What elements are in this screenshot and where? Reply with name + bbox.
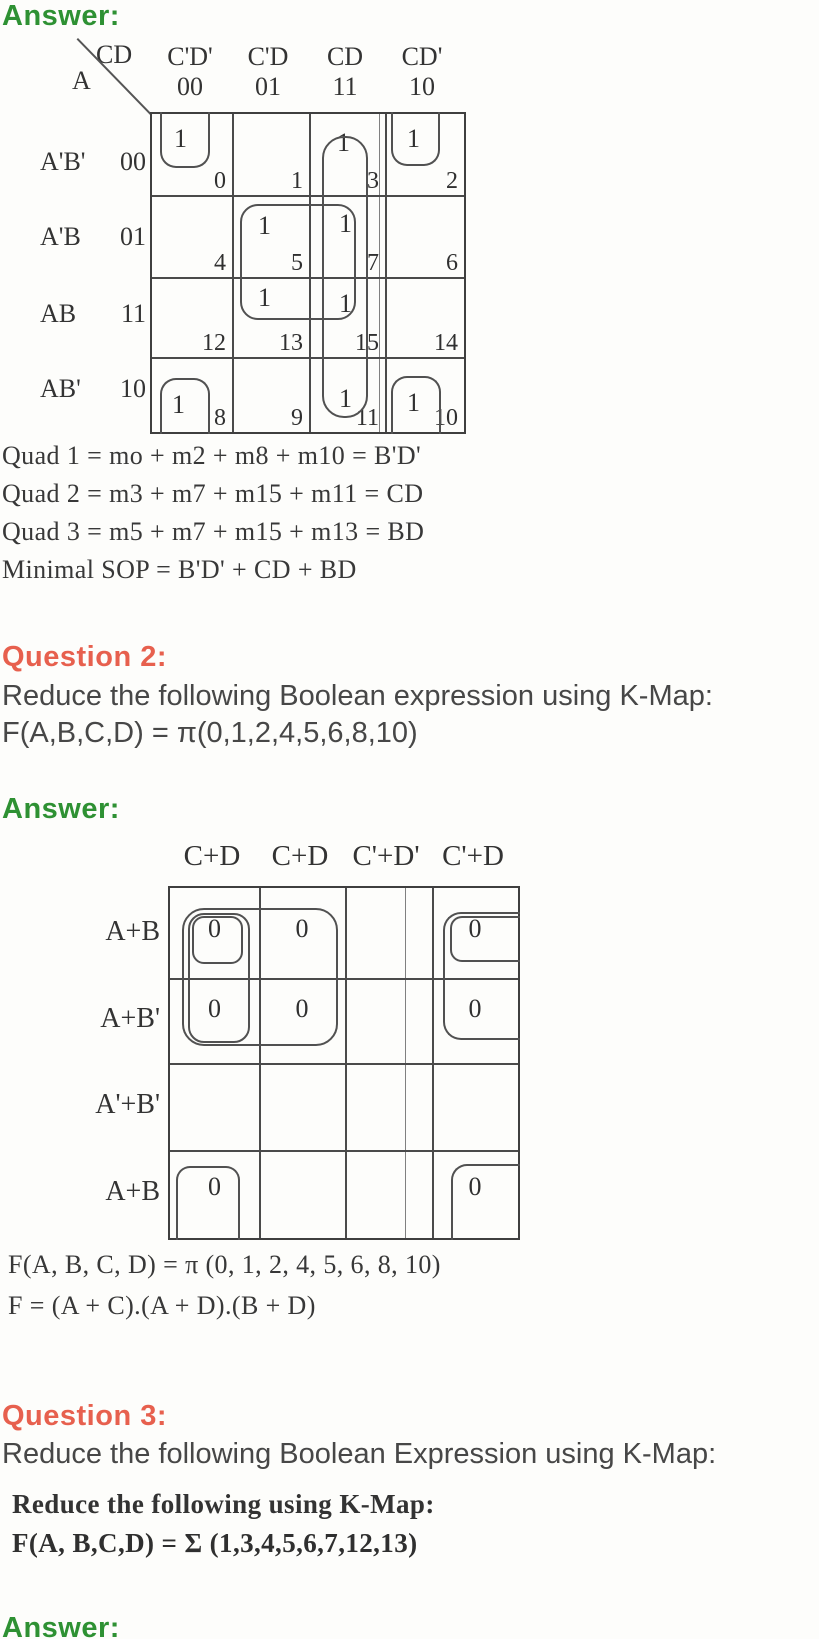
kmap2-row-header-2: A'+B' <box>95 1089 160 1120</box>
cell-index: 11 <box>355 405 379 431</box>
kmap1-cell-m9 <box>232 357 309 432</box>
question3-expression: F(A, B,C,D) = Σ (1,3,4,5,6,7,12,13) <box>12 1528 418 1558</box>
row-bits: 00 <box>120 147 146 176</box>
answer1-heading: Answer: <box>2 0 120 32</box>
cell-value: 0 <box>208 914 221 943</box>
kmap1-group-corner-m10 <box>391 376 441 434</box>
col-bits: 01 <box>255 72 281 101</box>
kmap1-corner-a-label: A <box>72 66 91 95</box>
kmap2-row-header-1: A+B' <box>100 1003 160 1034</box>
kmap2-cell-r0c2 <box>345 888 432 978</box>
kmap2-col-header-3: C'+D <box>442 840 504 872</box>
col-expr: CD <box>326 42 364 71</box>
kmap2-row-header-0: A+B <box>105 916 160 947</box>
cell-value: 1 <box>339 209 352 238</box>
kmap2-group-cell-r3c3 <box>451 1164 520 1240</box>
cell-index: 13 <box>279 330 303 356</box>
kmap2-cell-r2c3 <box>432 1063 518 1150</box>
cell-value: 1 <box>407 124 420 153</box>
kmap1-col-header-3 <box>377 42 467 102</box>
kmap2-cell-r1c2 <box>345 978 432 1063</box>
kmap1-cell-m6 <box>385 195 464 277</box>
cell-value: 0 <box>208 994 221 1023</box>
row-bits: 10 <box>120 374 146 403</box>
cell-value: 1 <box>407 388 420 417</box>
kmap2-group-cell-r0c3 <box>450 916 520 962</box>
kmap1-group-corner-m8 <box>160 378 210 434</box>
kmap1-row-header-2 <box>40 299 146 329</box>
kmap1-group-corner-m0 <box>160 112 210 168</box>
kmap1-cell-m1 <box>232 114 309 195</box>
kmap1-group-bd-square <box>240 204 356 320</box>
cell-value: 1 <box>258 283 271 312</box>
minimal-sop-line: Minimal SOP = B'D' + CD + BD <box>2 555 357 584</box>
cell-value: 1 <box>339 384 352 413</box>
col-expr: CD' <box>401 42 443 71</box>
question3-prompt: Reduce the following Boolean Expression using K-Map: <box>2 1438 717 1470</box>
quad3-line: Quad 3 = m5 + m7 + m15 + m13 = BD <box>2 517 425 546</box>
kmap1-grid <box>150 112 466 434</box>
cell-index: 12 <box>202 330 226 356</box>
kmap2-cell-r3c1 <box>259 1150 345 1237</box>
quad1-line: Quad 1 = mo + m2 + m8 + m10 = B'D' <box>2 441 422 470</box>
answer2-heading: Answer: <box>2 793 120 825</box>
cell-value: 0 <box>208 1172 221 1201</box>
cell-index: 3 <box>367 168 379 194</box>
cell-index: 8 <box>214 405 226 431</box>
cell-index: 2 <box>446 168 458 194</box>
kmap2-cell-r2c1 <box>259 1063 345 1150</box>
answer2-pos-line: F(A, B, C, D) = π (0, 1, 2, 4, 5, 6, 8, 10) <box>8 1250 441 1279</box>
cell-index: 5 <box>291 250 303 276</box>
cell-value: 1 <box>258 211 271 240</box>
cell-value: 1 <box>339 289 352 318</box>
cell-value: 0 <box>295 914 309 943</box>
cell-index: 1 <box>291 168 303 194</box>
kmap1-row-header-0 <box>40 147 146 177</box>
kmap1-row-header-1 <box>40 222 146 252</box>
col-bits: 00 <box>177 72 203 101</box>
kmap2-cell-r3c2 <box>345 1150 432 1237</box>
kmap2-cell-r2c0 <box>170 1063 259 1150</box>
row-expr: AB' <box>40 374 81 403</box>
question2-expression: F(A,B,C,D) = π(0,1,2,4,5,6,8,10) <box>2 717 418 749</box>
row-bits: 11 <box>120 299 146 328</box>
cell-index: 0 <box>214 168 226 194</box>
kmap2-row-header-3: A+B <box>105 1176 160 1207</box>
cell-value: 0 <box>295 994 309 1023</box>
cell-value: 1 <box>174 124 187 153</box>
cell-index: 10 <box>434 405 458 431</box>
answer3-heading: Answer: <box>2 1612 120 1639</box>
cell-index: 14 <box>434 330 458 356</box>
cell-index: 7 <box>367 250 379 276</box>
answer2-result-line: F = (A + C).(A + D).(B + D) <box>8 1291 316 1320</box>
kmap2-grid <box>168 886 520 1240</box>
cell-value: 0 <box>468 1172 482 1201</box>
row-expr: A'B' <box>40 147 86 176</box>
row-expr: AB <box>40 299 77 328</box>
cell-index: 15 <box>355 330 379 356</box>
kmap1-col-header-0 <box>145 42 235 102</box>
col-expr: C'D <box>247 42 289 71</box>
cell-value: 1 <box>172 390 185 419</box>
kmap1-cell-m14 <box>385 277 464 357</box>
row-expr: A'B <box>40 222 81 251</box>
cell-value: 0 <box>468 914 482 943</box>
cell-index: 4 <box>214 250 226 276</box>
question2-prompt: Reduce the following Boolean expression using K-Map: <box>2 680 713 712</box>
cell-index: 6 <box>446 250 458 276</box>
question3-sub-prompt: Reduce the following using K-Map: <box>12 1489 435 1519</box>
kmap2-group-cell-r3c0 <box>176 1166 240 1240</box>
kmap1-corner-cd-label: CD <box>96 40 133 69</box>
col-expr: C'D' <box>167 42 213 71</box>
kmap2-col-header-1: C+D <box>271 840 329 872</box>
col-bits: 10 <box>409 72 435 101</box>
kmap2-col-header-0: C+D <box>183 840 241 872</box>
question3-heading: Question 3: <box>2 1400 168 1432</box>
kmap1-cell-m4 <box>152 195 232 277</box>
row-bits: 01 <box>120 222 146 251</box>
question2-heading: Question 2: <box>2 641 168 673</box>
cell-index: 9 <box>291 405 303 431</box>
cell-value: 0 <box>468 994 482 1023</box>
kmap2-group-cell-r0c0 <box>192 916 243 964</box>
kmap2-cell-r2c2 <box>345 1063 432 1150</box>
kmap2-col-header-2: C'+D' <box>352 840 420 872</box>
cell-value: 1 <box>337 128 350 157</box>
quad2-line: Quad 2 = m3 + m7 + m15 + m11 = CD <box>2 479 424 508</box>
kmap1-row-header-3 <box>40 374 146 404</box>
kmap1-cell-m12 <box>152 277 232 357</box>
kmap1-group-corner-m2 <box>391 112 440 166</box>
col-bits: 11 <box>332 72 358 101</box>
